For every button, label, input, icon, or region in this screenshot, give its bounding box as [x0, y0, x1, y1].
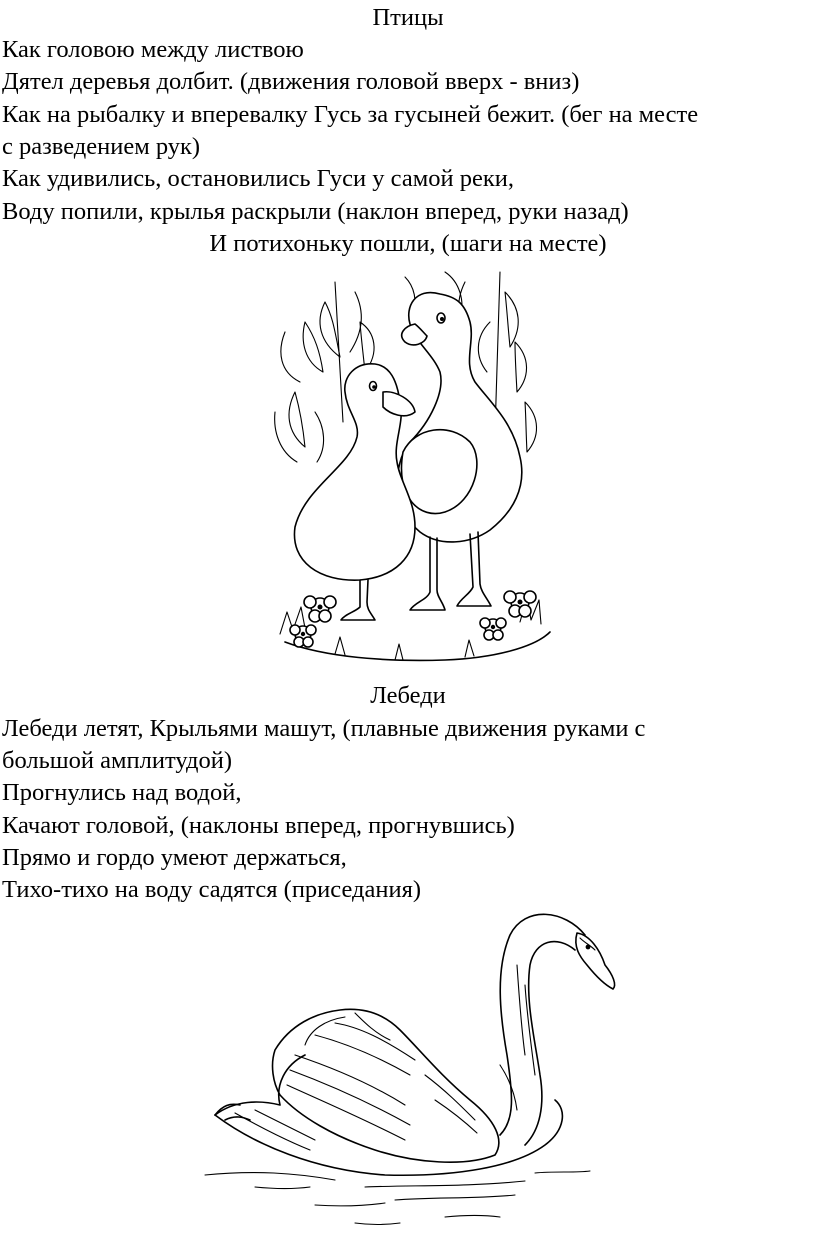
- swan-illustration: [195, 905, 635, 1235]
- text-line-centered: И потихоньку пошли, (шаги на месте): [209, 230, 607, 257]
- text-line: Прогнулись над водой,: [2, 779, 242, 806]
- section-title-birds: Птицы: [372, 4, 444, 31]
- text-line: Как удивились, остановились Гуси у самой реки,: [2, 165, 514, 192]
- text-line: Лебеди летят, Крыльями машут, (плавные движения руками с: [2, 715, 646, 742]
- text-line: с разведением рук): [2, 133, 201, 160]
- text-line: Дятел деревья долбит. (движения головой вверх - вниз): [2, 68, 580, 95]
- text-line: Тихо-тихо на воду садятся (приседания): [2, 876, 422, 903]
- text-line: Качают головой, (наклоны вперед, прогнувшись): [2, 812, 515, 839]
- text-line: Как на рыбалку и вперевалку Гусь за гусыней бежит. (бег на месте: [2, 101, 699, 128]
- text-line: Воду попили, крылья раскрыли (наклон вперед, руки назад): [2, 198, 629, 225]
- text-line: Прямо и гордо умеют держаться,: [2, 844, 347, 871]
- text-line: большой амплитудой): [2, 747, 233, 774]
- geese-illustration: [265, 262, 565, 682]
- text-line: Как головою между листвою: [2, 36, 304, 63]
- section-title-swans: Лебеди: [370, 682, 446, 709]
